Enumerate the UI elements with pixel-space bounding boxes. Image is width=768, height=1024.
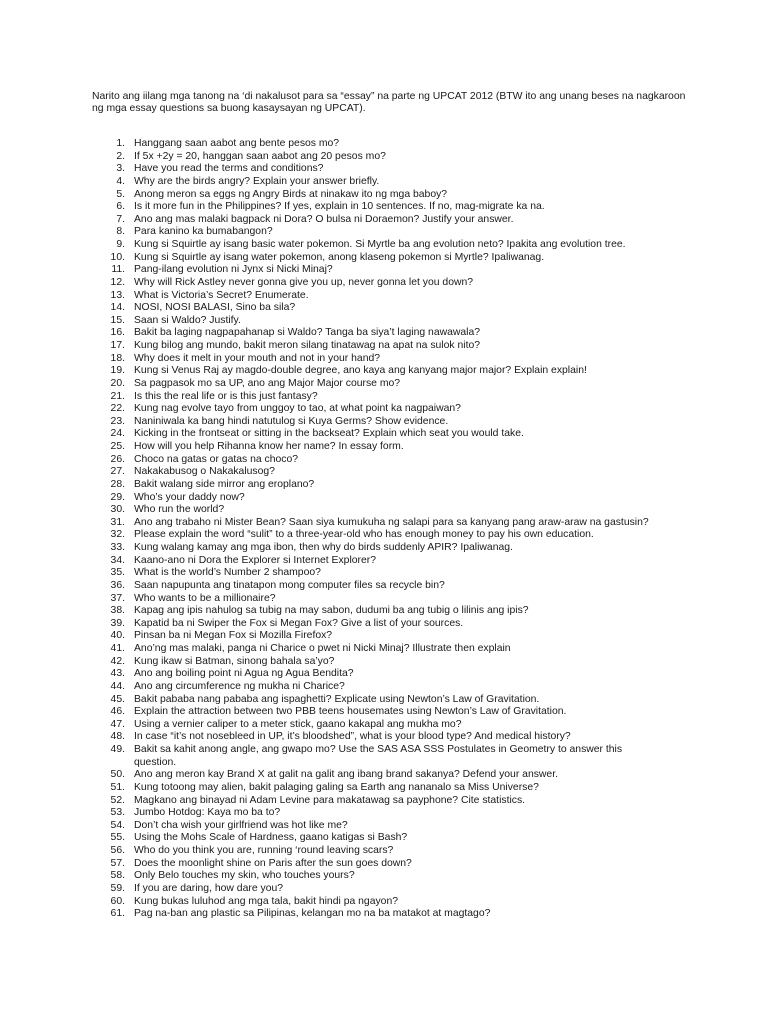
question-item <box>92 277 682 290</box>
question-item <box>92 340 682 353</box>
question-text: Kung ikaw si Batman, sinong bahala sa’yo? <box>134 655 335 667</box>
question-number: 49. <box>110 744 125 755</box>
question-text: Ano ang meron kay Brand X at galit na galit ang ibang brand sakanya? Defend your answer. <box>134 769 558 781</box>
question-item <box>92 832 682 845</box>
question-item <box>92 353 682 366</box>
question-text: What is Victoria’s Secret? Enumerate. <box>134 289 309 301</box>
intro-paragraph: Narito ang iilang mga tanong na ‘di nakalusot para sa “essay” na parte ng UPCAT 2012 (BTW ito ang unang beses na nagkaroon ng mga essay questions sa buong kasaysayan ng UPCAT). <box>92 91 686 115</box>
question-number: 4. <box>116 175 125 187</box>
question-text: Kung si Squirtle ay isang basic water pokemon. Si Myrtle ba ang evolution neto? Ipakita ang evolution tree. <box>134 239 626 250</box>
question-text: Have you read the terms and conditions? <box>134 163 324 175</box>
question-text: Kaano-ano ni Dora the Explorer si Internet Explorer? <box>134 554 377 566</box>
question-number: 48. <box>110 731 125 743</box>
question-text: Pag na-ban ang plastic sa Pilipinas, kelangan mo na ba matakot at magtago? <box>134 908 491 920</box>
question-text: Only Belo touches my skin, who touches yours? <box>134 870 355 882</box>
question-item <box>92 163 682 176</box>
question-item <box>92 315 682 328</box>
question-text: Ano ang mas malaki bagpack ni Dora? O bulsa ni Doraemon? Justify your answer. <box>134 213 514 225</box>
question-number: 46. <box>110 706 125 718</box>
question-number: 22. <box>110 403 125 415</box>
question-item <box>92 555 682 568</box>
question-text: Don’t cha wish your girlfriend was hot like me? <box>134 819 348 831</box>
question-text: Bakit sa kahit anong angle, ang gwapo mo? Use the SAS ASA SSS Postulates in Geometry to answer this question. <box>134 744 623 768</box>
question-number: 24. <box>110 428 125 440</box>
question-text: Anong meron sa eggs ng Angry Birds at ninakaw ito ng mga baboy? <box>134 188 448 200</box>
question-item <box>92 189 682 202</box>
question-text: Who wants to be a millionaire? <box>134 592 276 604</box>
question-text: What is the world’s Number 2 shampoo? <box>134 567 321 579</box>
question-number: 27. <box>110 466 125 478</box>
question-item <box>92 151 682 164</box>
question-text: Magkano ang binayad ni Adam Levine para makatawag sa payphone? Cite statistics. <box>134 794 526 806</box>
question-text: Para kanino ka bumabangon? <box>134 226 273 238</box>
question-item <box>92 782 682 795</box>
question-item <box>92 896 682 909</box>
question-text: Bakit walang side mirror ang eroplano? <box>134 478 315 490</box>
question-number: 29. <box>110 491 125 503</box>
question-number: 26. <box>110 453 125 465</box>
question-item <box>92 643 682 656</box>
question-text: Ano ang boiling point ni Agua ng Agua Bendita? <box>134 668 354 680</box>
question-text: How will you help Rihanna know her name? In essay form. <box>134 441 404 452</box>
question-text: Kung bilog ang mundo, bakit meron silang tinatawag na apat na sulok nito? <box>134 340 481 351</box>
question-number: 55. <box>110 832 125 844</box>
question-number: 21. <box>110 390 125 402</box>
question-item <box>92 845 682 858</box>
question-number: 59. <box>110 882 125 894</box>
question-number: 43. <box>110 668 125 680</box>
question-number: 18. <box>110 352 125 364</box>
question-text: Pinsan ba ni Megan Fox si Mozilla Firefox? <box>134 630 333 642</box>
question-text: NOSI, NOSI BALASI, Sino ba sila? <box>134 302 296 314</box>
question-number: 3. <box>116 163 125 175</box>
question-item <box>92 706 682 719</box>
question-item <box>92 820 682 833</box>
question-number: 40. <box>110 630 125 642</box>
question-text: Who run the world? <box>134 504 225 516</box>
question-item <box>92 138 682 151</box>
question-text: Kung totoong may alien, bakit palaging galing sa Earth ang nananalo sa Miss Universe? <box>134 781 539 793</box>
question-number: 37. <box>110 592 125 604</box>
question-text: In case “it’s not nosebleed in UP, it’s bloodshed”, what is your blood type? And medical history? <box>134 731 571 743</box>
question-text: Why are the birds angry? Explain your answer briefly. <box>134 175 380 187</box>
question-number: 32. <box>110 529 125 541</box>
question-number: 33. <box>110 542 125 553</box>
question-number: 2. <box>116 150 125 162</box>
question-number: 10. <box>110 251 125 263</box>
question-item <box>92 176 682 189</box>
question-number: 11. <box>111 264 125 276</box>
question-text: Does the moonlight shine on Paris after the sun goes down? <box>134 857 412 869</box>
question-text: Is it more fun in the Philippines? If yes, explain in 10 sentences. If no, mag-migrate ka na. <box>134 201 545 213</box>
question-text: Who do you think you are, running ‘round leaving scars? <box>134 845 394 856</box>
question-number: 9. <box>116 239 125 250</box>
question-text: Explain the attraction between two PBB teens housemates using Newton’s Law of Gravitation. <box>134 706 567 718</box>
question-text: If 5x +2y = 20, hanggan saan aabot ang 20 pesos mo? <box>134 150 386 162</box>
question-text: Kapag ang ipis nahulog sa tubig na may sabon, dudumi ba ang tubig o lilinis ang ipis? <box>134 605 529 617</box>
question-item <box>92 593 682 606</box>
question-number: 60. <box>110 895 125 907</box>
question-item <box>92 264 682 277</box>
question-item <box>92 290 682 303</box>
question-item <box>92 656 682 669</box>
question-number: 19. <box>110 365 125 377</box>
question-text: Ano ang trabaho ni Mister Bean? Saan siya kumukuha ng salapi para sa kanyang pang araw-araw na gastusin? <box>134 516 649 528</box>
question-item <box>92 391 682 404</box>
question-number: 23. <box>110 415 125 427</box>
question-number: 57. <box>110 857 125 869</box>
question-item <box>92 454 682 467</box>
question-text: Kung nag evolve tayo from unggoy to tao, at what point ka nagpaiwan? <box>134 403 461 415</box>
question-number: 38. <box>110 605 125 617</box>
question-item <box>92 719 682 732</box>
question-text: Who’s your daddy now? <box>134 491 245 503</box>
question-number: 7. <box>116 213 125 225</box>
question-text: If you are daring, how dare you? <box>134 882 284 894</box>
question-number: 28. <box>110 478 125 490</box>
question-text: Kicking in the frontseat or sitting in the backseat? Explain which seat you would take. <box>134 428 524 440</box>
question-number: 53. <box>110 807 125 819</box>
question-text: Saan si Waldo? Justify. <box>134 314 241 326</box>
question-number: 44. <box>110 680 125 692</box>
question-item <box>92 744 682 769</box>
question-item <box>92 327 682 340</box>
question-text: Using a vernier caliper to a meter stick, gaano kakapal ang mukha mo? <box>134 718 462 730</box>
question-text: Nakakabusog o Nakakalusog? <box>134 466 275 478</box>
question-number: 39. <box>110 617 125 629</box>
question-item <box>92 858 682 871</box>
question-text: Kung bukas luluhod ang mga tala, bakit hindi pa ngayon? <box>134 895 399 907</box>
question-text: Jumbo Hotdog: Kaya mo ba to? <box>134 807 281 819</box>
question-item <box>92 403 682 416</box>
question-number: 5. <box>116 188 125 200</box>
question-item <box>92 302 682 315</box>
question-item <box>92 252 682 265</box>
question-number: 42. <box>110 655 125 667</box>
question-text: Kung si Squirtle ay isang water pokemon, anong klaseng pokemon si Myrtle? Ipaliwanag. <box>134 251 545 263</box>
question-text: Please explain the word “sulit” to a three-year-old who has enough money to pay his own education. <box>134 529 594 541</box>
question-item <box>92 504 682 517</box>
question-number: 14. <box>110 302 125 314</box>
question-item <box>92 694 682 707</box>
question-item <box>92 441 682 454</box>
question-item <box>92 883 682 896</box>
question-item <box>92 731 682 744</box>
question-number: 16. <box>110 327 125 339</box>
question-number: 34. <box>110 554 125 566</box>
question-number: 52. <box>110 794 125 806</box>
question-number: 61. <box>110 908 125 920</box>
question-number: 20. <box>110 377 125 389</box>
question-text: Kung si Venus Raj ay magdo-double degree, ano kaya ang kanyang major major? Explain explain! <box>134 365 587 377</box>
question-item <box>92 542 682 555</box>
question-number: 54. <box>110 819 125 831</box>
question-text: Ano’ng mas malaki, panga ni Charice o pwet ni Nicki Minaj? Illustrate then explain <box>134 643 511 654</box>
question-text: Ano ang circumference ng mukha ni Charice? <box>134 680 345 692</box>
question-item <box>92 492 682 505</box>
question-text: Bakit pababa nang pababa ang ispaghetti? Explicate using Newton’s Law of Gravitation. <box>134 693 540 705</box>
question-item <box>92 580 682 593</box>
question-text: Naniniwala ka bang hindi natutulog si Kuya Germs? Show evidence. <box>134 415 449 427</box>
question-text: Choco na gatas or gatas na choco? <box>134 453 299 465</box>
question-number: 25. <box>110 441 125 452</box>
question-number: 50. <box>110 769 125 781</box>
question-list <box>92 138 682 921</box>
question-item <box>92 668 682 681</box>
question-item <box>92 795 682 808</box>
question-number: 15. <box>110 314 125 326</box>
question-text: Saan napupunta ang tinatapon mong computer files sa recycle bin? <box>134 579 445 591</box>
question-item <box>92 378 682 391</box>
question-text: Is this the real life or is this just fantasy? <box>134 390 318 402</box>
question-item <box>92 567 682 580</box>
question-item <box>92 618 682 631</box>
question-item <box>92 681 682 694</box>
question-number: 31. <box>110 516 125 528</box>
question-number: 45. <box>110 693 125 705</box>
question-number: 6. <box>116 201 125 213</box>
question-item <box>92 870 682 883</box>
question-text: Bakit ba laging nagpapahanap si Waldo? Tanga ba siya’t laging nawawala? <box>134 327 481 339</box>
question-text: Why does it melt in your mouth and not in your hand? <box>134 352 381 364</box>
question-text: Kung walang kamay ang mga ibon, then why do birds suddenly APIR? Ipaliwanag. <box>134 542 513 553</box>
question-number: 35. <box>110 567 125 579</box>
question-item <box>92 416 682 429</box>
question-item <box>92 630 682 643</box>
question-item <box>92 428 682 441</box>
question-number: 30. <box>110 504 125 516</box>
question-item <box>92 365 682 378</box>
question-text: Kapatid ba ni Swiper the Fox si Megan Fox? Give a list of your sources. <box>134 617 464 629</box>
question-item <box>92 226 682 239</box>
question-item <box>92 201 682 214</box>
question-number: 12. <box>110 276 125 288</box>
question-text: Hanggang saan aabot ang bente pesos mo? <box>134 138 340 149</box>
question-item <box>92 807 682 820</box>
question-number: 58. <box>110 870 125 882</box>
question-text: Why will Rick Astley never gonna give you up, never gonna let you down? <box>134 276 474 288</box>
question-item <box>92 239 682 252</box>
question-text: Pang-ilang evolution ni Jynx si Nicki Minaj? <box>134 264 333 276</box>
question-number: 13. <box>110 289 125 301</box>
question-number: 17. <box>110 340 125 351</box>
question-item <box>92 479 682 492</box>
question-item <box>92 529 682 542</box>
question-number: 1. <box>116 138 125 149</box>
question-number: 56. <box>110 845 125 856</box>
question-text: Sa pagpasok mo sa UP, ano ang Major Major course mo? <box>134 377 401 389</box>
question-number: 51. <box>110 781 125 793</box>
question-item <box>92 908 682 921</box>
question-number: 8. <box>116 226 125 238</box>
question-text: Using the Mohs Scale of Hardness, gaano katigas si Bash? <box>134 832 408 844</box>
question-number: 47. <box>110 718 125 730</box>
question-item <box>92 517 682 530</box>
question-item <box>92 769 682 782</box>
question-item <box>92 605 682 618</box>
question-number: 41. <box>110 643 125 654</box>
question-number: 36. <box>110 579 125 591</box>
question-item <box>92 214 682 227</box>
question-item <box>92 466 682 479</box>
